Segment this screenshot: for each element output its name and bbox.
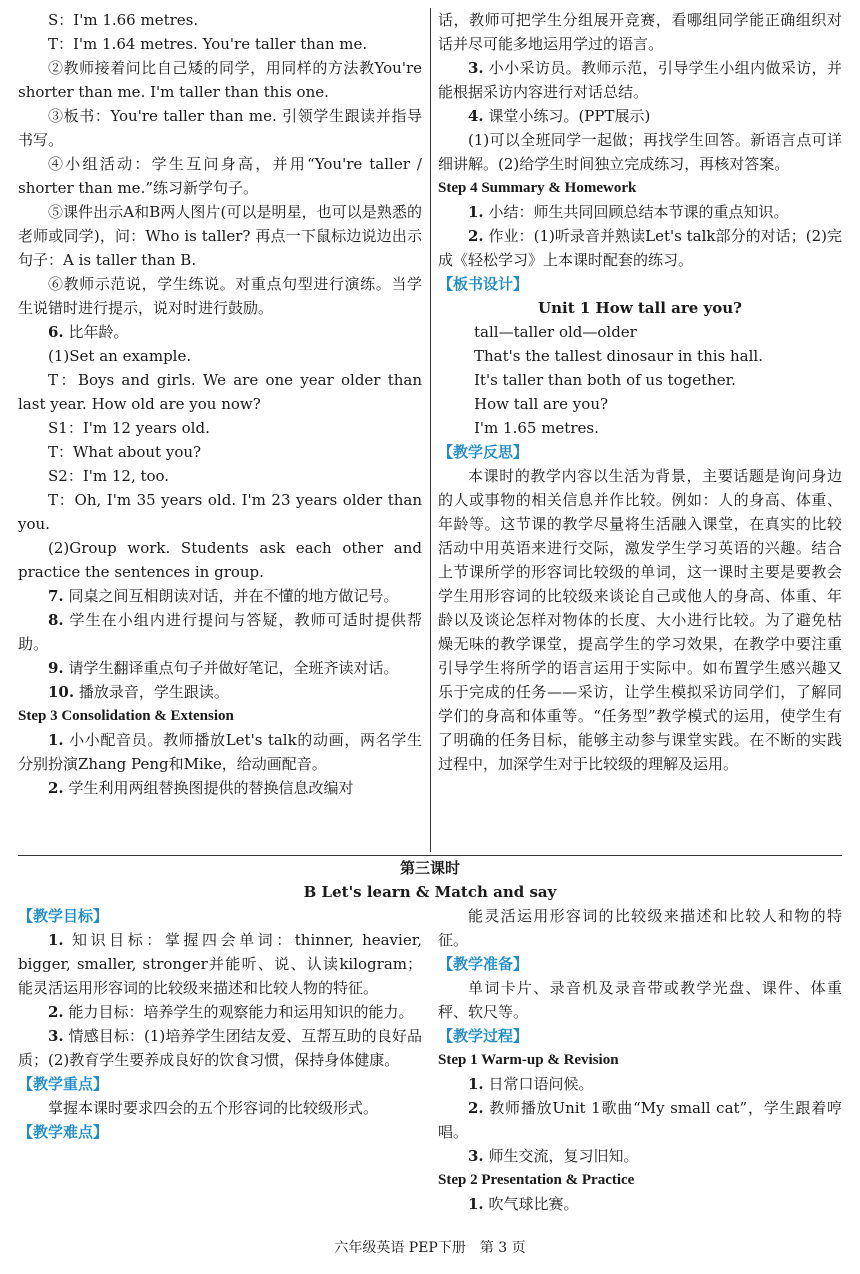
step-heading: Step 4 Summary & Homework — [438, 180, 637, 196]
section-heading: 【教学反思】 — [438, 443, 529, 461]
paragraph: 6. 比年龄。 — [48, 323, 129, 341]
paragraph: S2：I'm 12, too. — [48, 467, 170, 485]
paragraph: 2. 作业：(1)听录音并熟读Let's talk部分的对话；(2)完成《轻松学习》上本课时配套的练习。 — [438, 227, 842, 269]
paragraph: 1. 小结：师生共同回顾总结本节课的重点知识。 — [468, 203, 789, 221]
section-subtitle: B Let's learn & Match and say — [303, 883, 557, 901]
paragraph: It's taller than both of us together. — [474, 371, 736, 389]
page-footer: 六年级英语 PEP下册 第 3 页 — [334, 1240, 526, 1256]
paragraph: 4. 课堂小练习。(PPT展示) — [468, 107, 651, 125]
section-heading: 【教学准备】 — [438, 955, 529, 973]
paragraph: 1. 吹气球比赛。 — [468, 1195, 579, 1213]
paragraph: 3. 情感目标：(1)培养学生团结友爱、互帮互助的良好品质；(2)教育学生要养成良好的饮食习惯，保持身体健康。 — [18, 1027, 422, 1069]
paragraph: (1)可以全班同学一起做；再找学生回答。新语言点可详细讲解。(2)给学生时间独立完成练习，再核对答案。 — [438, 131, 842, 173]
paragraph: 话，教师可把学生分组展开竞赛，看哪组同学能正确组织对话并尽可能多地运用学过的语言。 — [438, 11, 842, 53]
paragraph: ②教师接着问比自己矮的同学，用同样的方法教You're shorter than me. I'm taller than this one. — [18, 59, 422, 101]
paragraph: 本课时的教学内容以生活为背景，主要话题是询问身边的人或事物的相关信息并作比较。例如：人的身高、体重、年龄等。这节课的教学尽量将生活融入课堂，在真实的比较活动中用英语来进行交际，激发学生学习英语的兴趣。结合上节课所学的形容词比较级的单词，这一课时主要是要教会学生用形容词的比较级来谈论自己或他人的身高、体重、年龄以及谈论怎样对物体的长度、大小进行比较。为了避免枯燥无味的教学课堂，提高学生的学习效果，在教学中要注重引导学生将所学的语言运用于实际中。如布置学生感兴趣又乐于完成的任务——采访，让学生模拟采访同学们，了解同学们的身高和体重等。“任务型”教学模式的运用，使学生有了明确的任务目标，能够主动参与课堂实践。在不断的实践过程中，加深学生对于比较级的理解及运用。 — [438, 467, 842, 773]
paragraph: T：I'm 1.64 metres. You're taller than me. — [48, 35, 368, 53]
paragraph: S1：I'm 12 years old. — [48, 419, 210, 437]
paragraph: 10. 播放录音，学生跟读。 — [48, 683, 229, 701]
paragraph: 能灵活运用形容词的比较级来描述和比较人和物的特征。 — [438, 907, 842, 949]
step-heading: Step 1 Warm-up & Revision — [438, 1052, 619, 1068]
paragraph: ⑥教师示范说，学生练说。对重点句型进行演练。当学生说错时进行提示，说对时进行鼓励。 — [18, 275, 422, 317]
paragraph: 9. 请学生翻译重点句子并做好笔记，全班齐读对话。 — [48, 659, 399, 677]
paragraph: S：I'm 1.66 metres. — [48, 11, 199, 29]
section-heading: 【板书设计】 — [438, 275, 529, 293]
top-right-column — [438, 8, 842, 776]
paragraph: 单词卡片、录音机及录音带或教学光盘、课件、体重秤、软尺等。 — [438, 979, 842, 1021]
step-heading: Step 2 Presentation & Practice — [438, 1172, 635, 1188]
section-heading: 【教学过程】 — [438, 1027, 529, 1045]
column-divider — [430, 8, 431, 852]
paragraph: ⑤课件出示A和B两人图片(可以是明星，也可以是熟悉的老师或同学)，问：Who is taller? 再点一下鼠标边说边出示句子：A is taller than B. — [18, 203, 422, 269]
paragraph: (2)Group work. Students ask each other and practice the sentences in group. — [18, 539, 422, 581]
section-heading: 【教学难点】 — [18, 1123, 109, 1141]
paragraph: ④小组活动：学生互问身高，并用“You're taller / shorter than me.”练习新学句子。 — [18, 155, 422, 197]
bottom-right-column — [438, 904, 842, 1216]
paragraph: How tall are you? — [474, 395, 609, 413]
paragraph: I'm 1.65 metres. — [474, 419, 599, 437]
paragraph: That's the tallest dinosaur in this hall. — [474, 347, 763, 365]
section-heading: 【教学重点】 — [18, 1075, 109, 1093]
paragraph: 2. 教师播放Unit 1歌曲“My small cat”，学生跟着哼唱。 — [438, 1099, 842, 1141]
paragraph: tall—taller old—older — [474, 323, 637, 341]
paragraph: 2. 能力目标：培养学生的观察能力和运用知识的能力。 — [48, 1003, 414, 1021]
paragraph: (1)Set an example. — [48, 347, 192, 365]
section-title: 第三课时 — [399, 859, 460, 877]
bottom-left-column — [18, 904, 422, 1144]
paragraph: 2. 学生利用两组替换图提供的替换信息改编对 — [48, 779, 354, 797]
top-left-column — [18, 8, 422, 800]
paragraph: 7. 同桌之间互相朗读对话，并在不懂的地方做记号。 — [48, 587, 399, 605]
section-heading: 【教学目标】 — [18, 907, 109, 925]
paragraph: T：What about you? — [48, 443, 202, 461]
paragraph: 1. 日常口语问候。 — [468, 1075, 594, 1093]
paragraph: 3. 师生交流，复习旧知。 — [468, 1147, 639, 1165]
paragraph: ③板书：You're taller than me. 引领学生跟读并指导书写。 — [18, 107, 422, 149]
step-heading: Step 3 Consolidation & Extension — [18, 708, 234, 724]
paragraph: T：Boys and girls. We are one year older than last year. How old are you now? — [18, 371, 422, 413]
paragraph: T：Oh, I'm 35 years old. I'm 23 years older than you. — [18, 491, 422, 533]
paragraph: 8. 学生在小组内进行提问与答疑，教师可适时提供帮助。 — [18, 611, 422, 653]
paragraph: 3. 小小采访员。教师示范，引导学生小组内做采访，并能根据采访内容进行对话总结。 — [438, 59, 842, 101]
paragraph: Unit 1 How tall are you? — [538, 299, 742, 317]
paragraph: 掌握本课时要求四会的五个形容词的比较级形式。 — [48, 1099, 379, 1117]
paragraph: 1. 小小配音员。教师播放Let's talk的动画，两名学生分别扮演Zhang Peng和Mike，给动画配音。 — [18, 731, 422, 773]
paragraph: 1. 知识目标：掌握四会单词：thinner, heavier, bigger, smaller, stronger并能听、说、认读kilogram；能灵活运用形容词的比较级来描述和比较人物的特征。 — [18, 931, 422, 997]
